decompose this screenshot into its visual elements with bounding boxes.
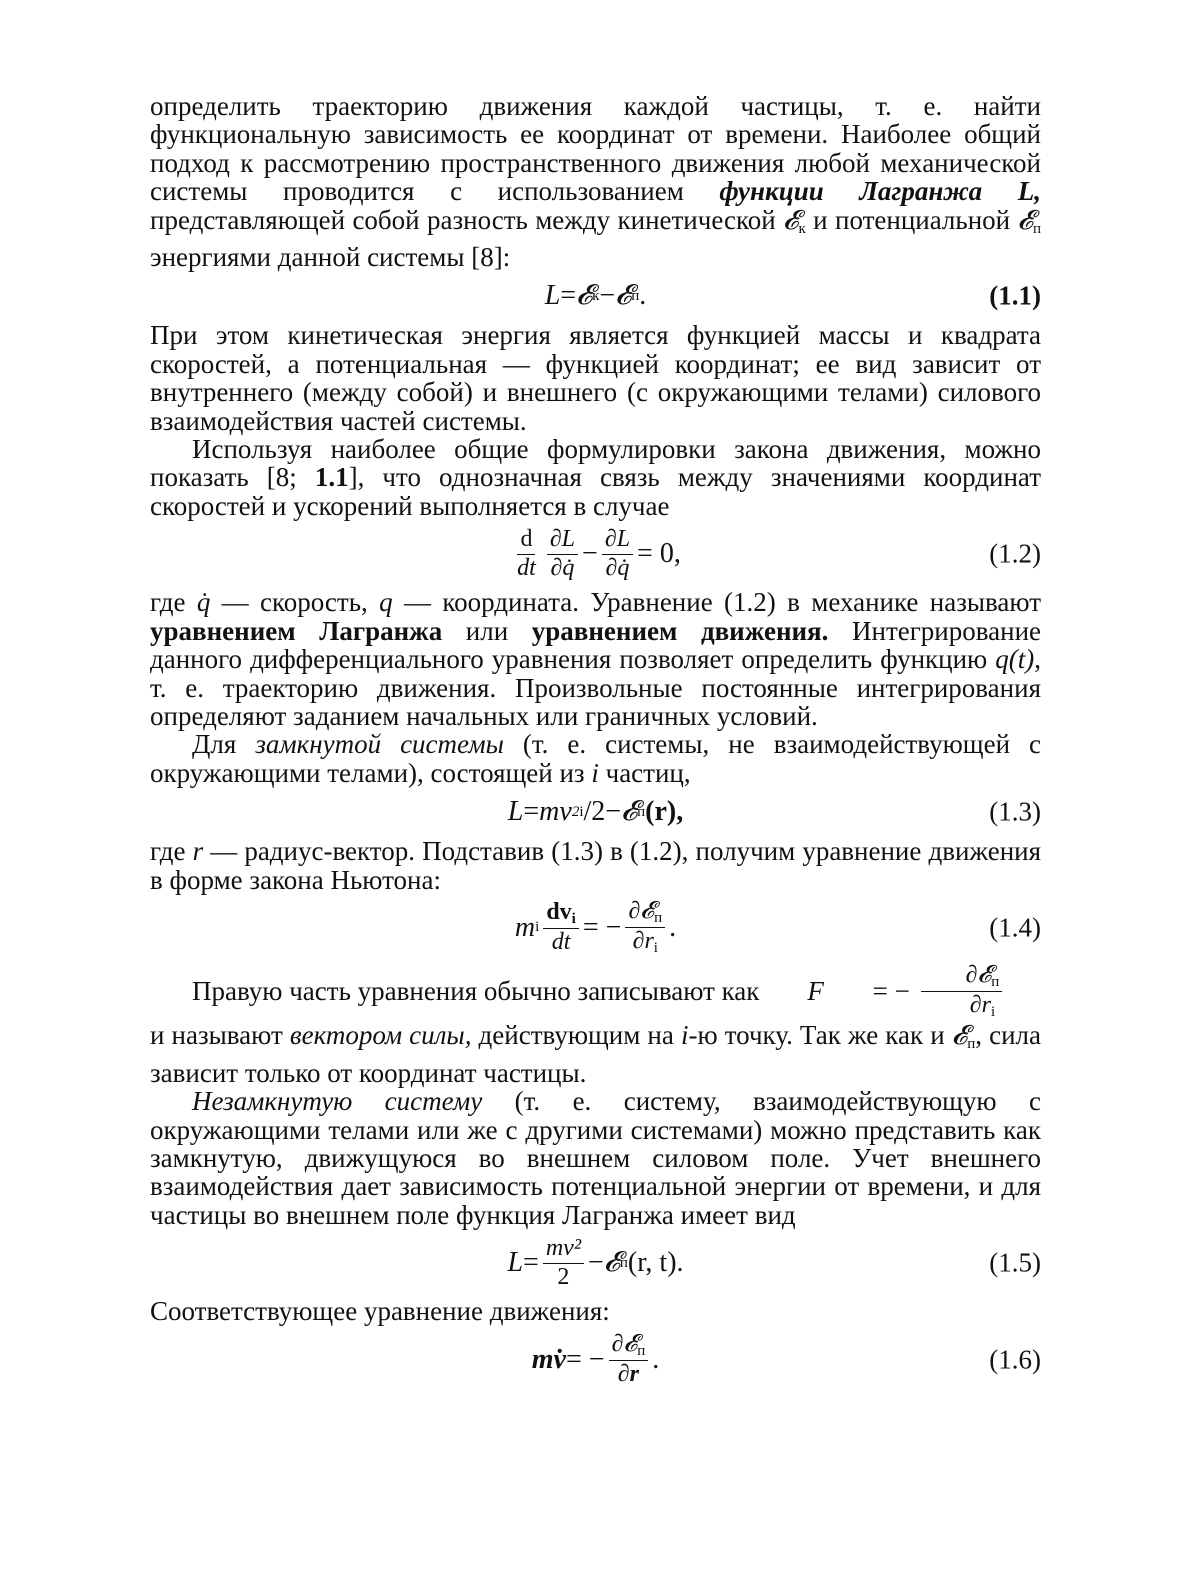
- emphasis-open-system: Незамкнутую систему: [192, 1086, 483, 1117]
- text: и потенциальной: [805, 204, 1018, 235]
- equation-number: (1.5): [989, 1247, 1041, 1278]
- subscript: п: [1032, 220, 1041, 237]
- paragraph-energy: При этом кинетическая энергия является функцией массы и квадрата скоростей, а потенциальная — функцией координат; ее вид зависит от внутреннего (между собой) и внешнего (с окружающими телами) силового взаимодействия частей системы.: [150, 320, 1041, 436]
- denominator-text: ∂r: [632, 928, 654, 955]
- paragraph-lagrange-intro: [150, 92, 1041, 271]
- subscript: п: [637, 1342, 646, 1359]
- equation-1-2: [150, 520, 1041, 588]
- paragraph-force: [150, 962, 1041, 1022]
- energy-symbol: 𝓔: [615, 280, 632, 312]
- paragraph-corresponding-equation: Соответствующее уравнение движения:: [150, 1296, 610, 1327]
- numerator: [921, 962, 1003, 992]
- text: — скорость,: [210, 587, 380, 618]
- text: Интегрирование данного дифференциального уравнения позволяет определить функцию: [150, 615, 1042, 675]
- argument: (r, t).: [627, 1247, 684, 1279]
- eq-lhs: L: [507, 1247, 524, 1279]
- emphasis-force-vector: вектором силы,: [289, 1020, 472, 1051]
- text: , сила зависит только от координат частицы.: [150, 1020, 1042, 1088]
- energy-symbol: 𝓔: [576, 280, 593, 312]
- text: действующим на: [471, 1020, 681, 1051]
- math-var: i: [680, 1020, 689, 1051]
- energy-symbol: 𝓔: [621, 796, 638, 828]
- fraction: [547, 526, 578, 582]
- eq-sign: =: [560, 280, 577, 312]
- fraction: [921, 962, 1003, 1022]
- denominator: 2: [557, 1263, 570, 1290]
- text: частиц,: [598, 757, 691, 788]
- subscript: i: [579, 803, 584, 820]
- math-var: F: [807, 976, 824, 1007]
- text: , т. е. траекторию движения. Произвольные постоянные интегрирования определяют заданием начальных или граничных условий.: [150, 644, 1041, 731]
- denominator: [925, 992, 998, 1021]
- math-var: q: [379, 587, 393, 618]
- fraction: [543, 899, 579, 957]
- superscript: 2: [571, 803, 580, 820]
- subscript: п: [654, 910, 663, 927]
- punctuation: .: [639, 280, 647, 312]
- text: — координата. Уравнение (1.2) в механике называют: [392, 587, 1041, 618]
- subscript: к: [798, 220, 806, 237]
- numerator-text: ∂𝓔: [965, 961, 992, 988]
- denominator: dt: [517, 554, 536, 581]
- eq-sign: = −: [582, 911, 622, 943]
- subscript: i: [571, 911, 576, 928]
- numerator-text: dv: [546, 899, 572, 926]
- minus-sign: −: [599, 280, 616, 312]
- denominator: ∂r: [617, 1361, 639, 1388]
- subscript: п: [631, 287, 640, 304]
- fraction: [609, 1331, 649, 1389]
- fraction: [543, 1235, 584, 1291]
- math-var: mv: [539, 796, 572, 828]
- text: (т. е. систему, взаимодействующую с окружающими телами или же с другими системами) можно представить как замкнутую, движущуюся во внешнем силовом поле. Учет внешнего взаимодействия дает зависимость потенциальной энергии от времени, и для частицы во внешнем поле функция Лагранжа имеет вид: [150, 1086, 1041, 1230]
- punctuation: .: [669, 911, 677, 943]
- equation-1-1: [150, 271, 1041, 321]
- numerator: mv²: [543, 1235, 584, 1264]
- fraction: [514, 526, 539, 582]
- emphasis-lagrange-function: функции Лагранжа L,: [719, 176, 1041, 207]
- paragraph-formulations: [150, 435, 1041, 520]
- numerator: d: [517, 526, 535, 555]
- numerator: [625, 898, 665, 928]
- minus-sign: −: [605, 796, 622, 828]
- denominator: [630, 928, 661, 957]
- minus-sign: −: [588, 1247, 604, 1279]
- fraction: [602, 526, 633, 582]
- text: энергиями данной системы [8]:: [150, 242, 511, 273]
- eq-lhs: L: [507, 796, 524, 828]
- denominator-text: ∂r: [969, 992, 991, 1019]
- reference: 1.1: [314, 462, 349, 493]
- divisor: /2: [583, 796, 606, 828]
- minus-sign: −: [582, 538, 598, 570]
- equation-number: (1.2): [989, 538, 1041, 569]
- text: или: [442, 615, 532, 646]
- numerator: ∂L: [547, 526, 578, 555]
- denominator: ∂q̇: [605, 554, 630, 581]
- subscript: п: [967, 1036, 976, 1053]
- numerator: [543, 899, 579, 929]
- subscript: п: [991, 973, 1000, 990]
- energy-symbol: 𝓔: [603, 1247, 620, 1279]
- punctuation: .: [652, 1343, 660, 1375]
- subscript: к: [592, 287, 600, 304]
- text: Используя наиболее общие формулировки закона движения, можно показать [8;: [150, 434, 1041, 493]
- equation-1-5: [150, 1229, 1041, 1297]
- eq-sign: = −: [565, 1343, 605, 1375]
- denominator: dt: [551, 929, 571, 956]
- equation-1-6: [150, 1326, 1041, 1394]
- fraction: [625, 898, 665, 958]
- text: и называют: [150, 1020, 290, 1051]
- math-var: m: [514, 911, 536, 943]
- eq-sign: =: [523, 796, 540, 828]
- energy-symbol: 𝓔: [951, 1020, 968, 1051]
- term-lagrange-equation: уравнением Лагранжа: [150, 615, 443, 646]
- math-var: i: [591, 757, 599, 788]
- numerator: ∂L: [602, 526, 633, 555]
- text: (т. е. системы, не взаимодействующей с окружающими телами), состоящей из: [150, 729, 1041, 788]
- equation-1-3: [150, 787, 1041, 837]
- math-var: q̇: [196, 587, 211, 618]
- paragraph-force-vector: [150, 1021, 1041, 1087]
- numerator: [609, 1331, 649, 1361]
- paragraph-closed-system: [150, 730, 1041, 787]
- text: — радиус-вектор. Подставив (1.3) в (1.2), получим уравнение движения в форме закона Ньютона:: [150, 836, 1042, 895]
- text: -ю точку. Так же как и: [688, 1020, 952, 1051]
- eq-sign: = −: [865, 976, 917, 1007]
- text: ], что однозначная связь между значениями координат скоростей и ускорений выполняется в случае: [150, 462, 1041, 521]
- text: Правую часть уравнения обычно записывают как: [192, 976, 760, 1007]
- text: Для: [192, 729, 256, 760]
- text: определить траекторию движения каждой частицы, т. е. найти функциональную зависимость ее координат от времени. Наиболее общий подход к рассмотрению пространственного движения любой механической системы проводится с использованием: [150, 91, 1041, 207]
- subscript: i: [535, 919, 540, 936]
- eq-rhs: = 0,: [637, 538, 681, 570]
- denominator: ∂q̇: [550, 554, 575, 581]
- equation-number: (1.4): [989, 912, 1041, 943]
- text: представляющей собой разность между кинетической: [150, 204, 784, 235]
- equation-1-4: [150, 894, 1041, 962]
- subscript: i: [653, 940, 658, 957]
- emphasis-closed-system: замкнутой системы: [255, 729, 504, 760]
- eq-lhs: mv̇: [531, 1343, 566, 1375]
- paragraph-radius-vector: [150, 837, 1041, 894]
- math-var: q(t): [995, 644, 1035, 675]
- equation-number: (1.3): [989, 796, 1041, 827]
- eq-sign: =: [523, 1247, 539, 1279]
- subscript: п: [619, 1254, 628, 1271]
- subscript: п: [637, 803, 646, 820]
- text: где: [150, 587, 197, 618]
- paragraph-lagrange-equation: [150, 588, 1041, 730]
- numerator-text: ∂𝓔: [628, 898, 655, 925]
- equation-number: (1.1): [989, 280, 1041, 311]
- subscript: i: [990, 1004, 996, 1021]
- eq-lhs: L: [544, 280, 561, 312]
- math-var: r: [192, 836, 204, 867]
- argument: (r),: [645, 796, 684, 828]
- paragraph-open-system: [150, 1087, 1041, 1229]
- term-equation-of-motion: уравнением движения.: [531, 615, 829, 646]
- energy-symbol: 𝓔: [1017, 204, 1033, 235]
- equation-number: (1.6): [989, 1344, 1041, 1375]
- text: где: [150, 836, 193, 867]
- energy-symbol: 𝓔: [783, 204, 799, 235]
- numerator-text: ∂𝓔: [611, 1330, 638, 1357]
